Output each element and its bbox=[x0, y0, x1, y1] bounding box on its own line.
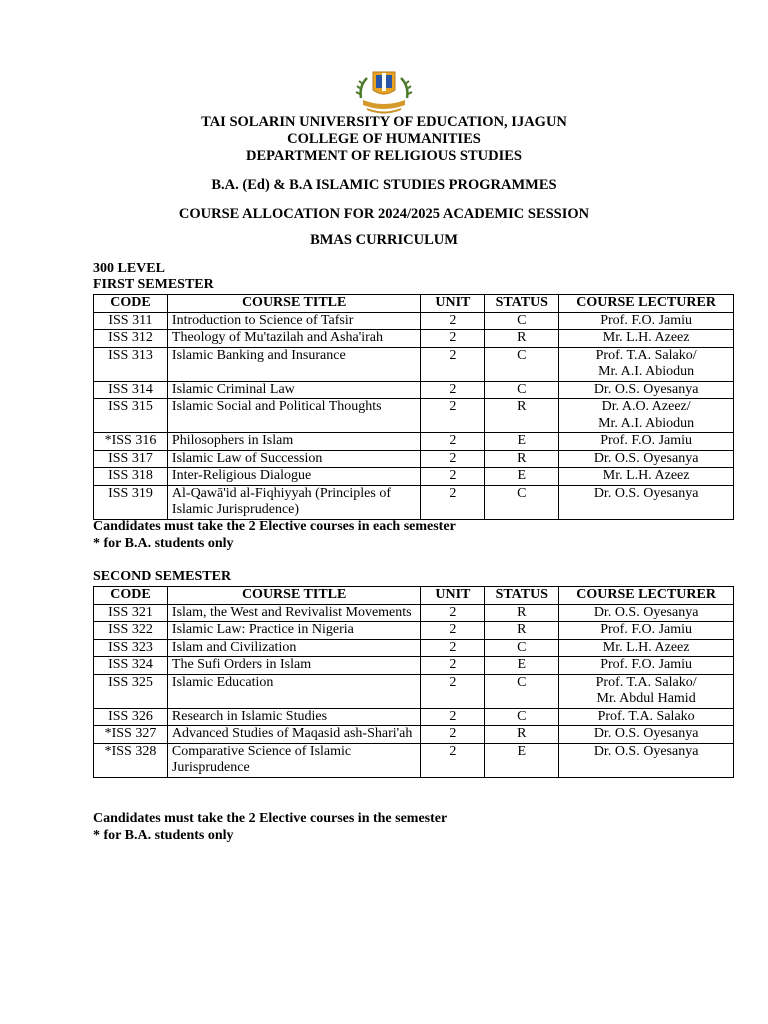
table-row bbox=[94, 708, 734, 726]
course-title: Research in Islamic Studies bbox=[167, 708, 420, 726]
course-status: R bbox=[485, 399, 559, 433]
course-status: E bbox=[485, 433, 559, 451]
course-lecturer: Prof. F.O. Jamiu bbox=[559, 433, 734, 451]
table-row bbox=[94, 450, 734, 468]
course-title: Islam and Civilization bbox=[167, 639, 420, 657]
course-status: C bbox=[485, 347, 559, 381]
unit-header: UNIT bbox=[421, 587, 485, 605]
course-unit: 2 bbox=[421, 604, 485, 622]
course-lecturer: Dr. O.S. Oyesanya bbox=[559, 381, 734, 399]
course-unit: 2 bbox=[421, 639, 485, 657]
course-status: C bbox=[485, 312, 559, 330]
course-code: *ISS 316 bbox=[94, 433, 168, 451]
table-row bbox=[94, 639, 734, 657]
course-title: Islamic Social and Political Thoughts bbox=[167, 399, 420, 433]
course-code: ISS 318 bbox=[94, 468, 168, 486]
course-unit: 2 bbox=[421, 485, 485, 519]
lecturer-line-1: Prof. T.A. Salako/ bbox=[595, 674, 697, 690]
ba-only-note: * for B.A. students only bbox=[93, 536, 234, 551]
table-row bbox=[94, 312, 734, 330]
course-unit: 2 bbox=[421, 381, 485, 399]
table-row bbox=[94, 657, 734, 675]
course-title: Islamic Education bbox=[167, 674, 420, 708]
course-status: C bbox=[485, 674, 559, 708]
course-code: ISS 325 bbox=[94, 674, 168, 708]
department-name: DEPARTMENT OF RELIGIOUS STUDIES bbox=[246, 148, 522, 164]
lecturer-line-1: Dr. A.O. Azeez/ bbox=[601, 399, 691, 414]
allocation-heading: COURSE ALLOCATION FOR 2024/2025 ACADEMIC SESSION bbox=[178, 206, 590, 222]
course-status: C bbox=[485, 639, 559, 657]
college-name: COLLEGE OF HUMANITIES bbox=[287, 131, 481, 147]
course-status: C bbox=[485, 708, 559, 726]
course-unit: 2 bbox=[421, 433, 485, 451]
course-code: ISS 322 bbox=[94, 622, 168, 640]
course-unit: 2 bbox=[421, 726, 485, 744]
course-lecturer: Prof. F.O. Jamiu bbox=[559, 312, 734, 330]
elective-note: Candidates must take the 2 Elective courses in each semester bbox=[93, 519, 456, 534]
course-lecturer: Mr. L.H. Azeez bbox=[559, 468, 734, 486]
course-title: Inter-Religious Dialogue bbox=[167, 468, 420, 486]
table-row bbox=[94, 726, 734, 744]
course-title: Comparative Science of Islamic Jurisprudence bbox=[167, 743, 420, 777]
curriculum-heading: BMAS CURRICULUM bbox=[310, 232, 458, 248]
course-status: R bbox=[485, 330, 559, 348]
course-lecturer: Prof. F.O. Jamiu bbox=[559, 657, 734, 675]
course-code: ISS 319 bbox=[94, 485, 168, 519]
course-lecturer bbox=[559, 399, 734, 433]
course-title: The Sufi Orders in Islam bbox=[167, 657, 420, 675]
table-row bbox=[94, 347, 734, 381]
course-code: ISS 326 bbox=[94, 708, 168, 726]
course-code: ISS 324 bbox=[94, 657, 168, 675]
course-code: ISS 315 bbox=[94, 399, 168, 433]
course-lecturer: Dr. O.S. Oyesanya bbox=[559, 726, 734, 744]
table-row bbox=[94, 468, 734, 486]
course-lecturer: Dr. O.S. Oyesanya bbox=[559, 604, 734, 622]
lecturer-header: COURSE LECTURER bbox=[559, 295, 734, 313]
table-row bbox=[94, 399, 734, 433]
course-code: ISS 323 bbox=[94, 639, 168, 657]
course-code: *ISS 328 bbox=[94, 743, 168, 777]
table-row bbox=[94, 381, 734, 399]
course-status: R bbox=[485, 726, 559, 744]
course-code: ISS 311 bbox=[94, 312, 168, 330]
elective-note: Candidates must take the 2 Elective courses in the semester bbox=[93, 811, 448, 826]
lecturer-line-1: Prof. T.A. Salako/ bbox=[595, 347, 697, 363]
course-status: R bbox=[485, 604, 559, 622]
course-status: R bbox=[485, 450, 559, 468]
course-status: E bbox=[485, 743, 559, 777]
table-row bbox=[94, 743, 734, 777]
table-row bbox=[94, 604, 734, 622]
course-unit: 2 bbox=[421, 708, 485, 726]
code-header: CODE bbox=[94, 587, 168, 605]
course-title: Introduction to Science of Tafsir bbox=[167, 312, 420, 330]
course-unit: 2 bbox=[421, 622, 485, 640]
course-title: Philosophers in Islam bbox=[167, 433, 420, 451]
course-lecturer bbox=[559, 674, 734, 708]
lecturer-line-2: Mr. Abdul Hamid bbox=[596, 691, 696, 706]
second-semester-table bbox=[93, 586, 734, 778]
course-lecturer: Mr. L.H. Azeez bbox=[559, 330, 734, 348]
course-unit: 2 bbox=[421, 347, 485, 381]
lecturer-header: COURSE LECTURER bbox=[559, 587, 734, 605]
course-unit: 2 bbox=[421, 743, 485, 777]
course-status: R bbox=[485, 622, 559, 640]
course-status: C bbox=[485, 485, 559, 519]
table-row bbox=[94, 674, 734, 708]
course-code: ISS 314 bbox=[94, 381, 168, 399]
course-title: Islam, the West and Revivalist Movements bbox=[167, 604, 420, 622]
table-row bbox=[94, 433, 734, 451]
course-unit: 2 bbox=[421, 330, 485, 348]
course-code: ISS 313 bbox=[94, 347, 168, 381]
status-header: STATUS bbox=[485, 587, 559, 605]
lecturer-line-2: Mr. A.I. Abiodun bbox=[598, 415, 695, 431]
table-row bbox=[94, 622, 734, 640]
course-unit: 2 bbox=[421, 468, 485, 486]
course-title: Islamic Law of Succession bbox=[167, 450, 420, 468]
course-unit: 2 bbox=[421, 657, 485, 675]
table-header-row bbox=[94, 295, 734, 313]
course-title: Islamic Law: Practice in Nigeria bbox=[167, 622, 420, 640]
first-semester-table bbox=[93, 294, 734, 520]
course-title: Islamic Criminal Law bbox=[167, 381, 420, 399]
course-unit: 2 bbox=[421, 450, 485, 468]
course-title: Advanced Studies of Maqasid ash-Shari'ah bbox=[167, 726, 420, 744]
second-semester-label: SECOND SEMESTER bbox=[93, 569, 232, 584]
course-unit: 2 bbox=[421, 312, 485, 330]
course-lecturer: Prof. F.O. Jamiu bbox=[559, 622, 734, 640]
title-header: COURSE TITLE bbox=[167, 587, 420, 605]
course-unit: 2 bbox=[421, 399, 485, 433]
course-status: E bbox=[485, 468, 559, 486]
table-row bbox=[94, 485, 734, 519]
level-label: 300 LEVEL bbox=[93, 261, 165, 276]
course-unit: 2 bbox=[421, 674, 485, 708]
title-header: COURSE TITLE bbox=[167, 295, 420, 313]
first-semester-label: FIRST SEMESTER bbox=[93, 277, 214, 292]
code-header: CODE bbox=[94, 295, 168, 313]
unit-header: UNIT bbox=[421, 295, 485, 313]
course-title: Al-Qawā'id al-Fiqhiyyah (Principles of Islamic Jurisprudence) bbox=[167, 485, 420, 519]
course-code: ISS 312 bbox=[94, 330, 168, 348]
programmes-heading: B.A. (Ed) & B.A ISLAMIC STUDIES PROGRAMMES bbox=[211, 177, 557, 193]
course-lecturer: Mr. L.H. Azeez bbox=[559, 639, 734, 657]
course-code: ISS 317 bbox=[94, 450, 168, 468]
table-header-row bbox=[94, 587, 734, 605]
course-lecturer: Prof. T.A. Salako bbox=[559, 708, 734, 726]
table-row bbox=[94, 330, 734, 348]
course-code: *ISS 327 bbox=[94, 726, 168, 744]
ba-only-note: * for B.A. students only bbox=[93, 828, 234, 843]
course-lecturer: Dr. O.S. Oyesanya bbox=[559, 485, 734, 519]
course-code: ISS 321 bbox=[94, 604, 168, 622]
university-logo bbox=[355, 68, 413, 116]
course-lecturer: Dr. O.S. Oyesanya bbox=[559, 743, 734, 777]
university-name: TAI SOLARIN UNIVERSITY OF EDUCATION, IJAGUN bbox=[201, 114, 567, 130]
status-header: STATUS bbox=[485, 295, 559, 313]
course-status: C bbox=[485, 381, 559, 399]
course-title: Islamic Banking and Insurance bbox=[167, 347, 420, 381]
course-lecturer: Dr. O.S. Oyesanya bbox=[559, 450, 734, 468]
course-lecturer bbox=[559, 347, 734, 381]
course-status: E bbox=[485, 657, 559, 675]
lecturer-line-2: Mr. A.I. Abiodun bbox=[598, 364, 695, 379]
course-title: Theology of Mu'tazilah and Asha'irah bbox=[167, 330, 420, 348]
